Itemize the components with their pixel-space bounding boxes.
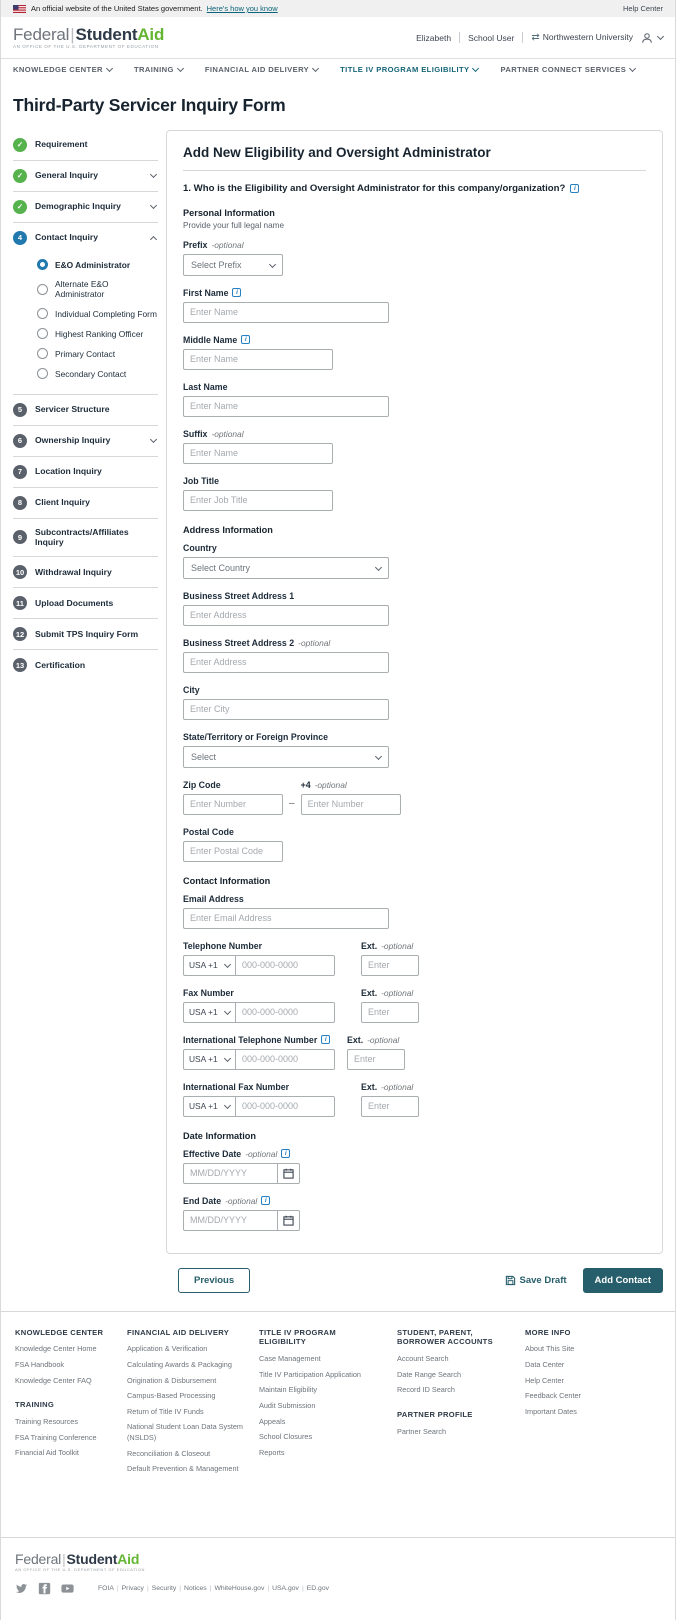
field-telephone: Telephone Number USA +1 000-000-0000: [183, 941, 335, 976]
sidebar-step-contact-inquiry[interactable]: 4 Contact Inquiry: [13, 222, 158, 253]
previous-button[interactable]: Previous: [178, 1268, 250, 1293]
field-intl-telephone-row: [183, 1035, 646, 1070]
phone-country-select[interactable]: USA +1: [183, 1096, 235, 1117]
zip-input[interactable]: [183, 794, 283, 815]
footer-link[interactable]: Feedback Center: [525, 1391, 581, 1401]
footer-nav: [1, 1311, 675, 1515]
nav-training[interactable]: TRAINING: [134, 65, 183, 74]
footer-link[interactable]: Important Dates: [525, 1406, 577, 1416]
chevron-down-icon: [375, 753, 382, 760]
field-fax-row: [183, 988, 646, 1023]
substep-primary-contact[interactable]: Primary Contact: [37, 344, 158, 364]
field-zip4: +4 -optional Enter Number: [301, 780, 401, 815]
footer-link[interactable]: Maintain Eligibility: [259, 1385, 317, 1395]
nav-knowledge-center[interactable]: KNOWLEDGE CENTER: [13, 65, 112, 74]
info-icon[interactable]: i: [570, 184, 579, 193]
add-contact-button[interactable]: Add Contact: [583, 1268, 663, 1293]
footer-link[interactable]: About This Site: [525, 1344, 575, 1354]
field-intl-fax-row: [183, 1082, 646, 1117]
footer-link[interactable]: Account Search: [397, 1354, 449, 1364]
form-question: 1. Who is the Eligibility and Oversight Administrator for this company/organization? i: [183, 183, 646, 194]
step-number-badge: 4: [13, 231, 27, 245]
chevron-down-icon: [150, 436, 157, 443]
chevron-down-icon: [150, 171, 157, 178]
substep-eo-administrator[interactable]: E&O Administrator: [37, 255, 158, 275]
sidebar-step-requirement[interactable]: ✓ Requirement: [13, 130, 158, 160]
nav-partner-connect-services[interactable]: PARTNER CONNECT SERVICES: [500, 65, 635, 74]
address1-input[interactable]: [183, 605, 389, 626]
footer-link[interactable]: Appeals: [259, 1416, 286, 1426]
chevron-down-icon: [472, 65, 479, 72]
last-name-input[interactable]: [183, 396, 389, 417]
step-sidebar: [13, 130, 166, 681]
radio-icon: [37, 328, 48, 339]
field-middle-name: Middle Name i Enter Name: [183, 335, 646, 370]
user-role[interactable]: School User: [468, 32, 515, 43]
phone-country-select[interactable]: USA +1: [183, 955, 235, 976]
field-city: City Enter City: [183, 685, 646, 720]
footer-link[interactable]: Financial Aid Toolkit: [15, 1448, 79, 1458]
phone-country-select[interactable]: USA +1: [183, 1002, 235, 1023]
form-actions: [166, 1254, 675, 1311]
fax-ext-input[interactable]: [361, 1002, 419, 1023]
zip4-input[interactable]: [301, 794, 401, 815]
gov-banner: [1, 0, 675, 17]
sidebar-step-ownership-inquiry[interactable]: 6 Ownership Inquiry: [13, 425, 158, 456]
first-name-input[interactable]: [183, 302, 389, 323]
info-icon[interactable]: i: [241, 335, 250, 344]
user-name[interactable]: Elizabeth: [416, 32, 452, 43]
footer-link[interactable]: Case Management: [259, 1354, 321, 1364]
field-job-title: Job Title Enter Job Title: [183, 476, 646, 511]
footer-link[interactable]: Date Range Search: [397, 1369, 462, 1379]
chevron-down-icon: [224, 961, 231, 968]
section-personal-information: Personal Information: [183, 207, 275, 218]
section-address-information: Address Information: [183, 524, 273, 535]
footer-link[interactable]: National Student Loan Data System (NSLDS): [127, 1422, 244, 1442]
footer-link[interactable]: Application & Verification: [127, 1344, 208, 1354]
sidebar-step-upload-documents[interactable]: 11 Upload Documents: [13, 587, 158, 618]
section-contact-information: Contact Information: [183, 875, 271, 886]
sidebar-step-demographic-inquiry[interactable]: ✓ Demographic Inquiry: [13, 191, 158, 222]
effective-date-input[interactable]: [183, 1163, 278, 1184]
step-number-badge: 5: [13, 403, 27, 417]
sidebar-step-certification[interactable]: 13 Certification: [13, 649, 158, 680]
section-date-information: Date Information: [183, 1130, 256, 1141]
calendar-icon[interactable]: [278, 1210, 300, 1231]
sidebar-step-withdrawal-inquiry[interactable]: 10 Withdrawal Inquiry: [13, 556, 158, 587]
chevron-down-icon: [312, 65, 319, 72]
intl-fax-input[interactable]: [235, 1096, 335, 1117]
step-number-badge: 12: [13, 627, 27, 641]
state-select[interactable]: Select: [183, 746, 389, 768]
chevron-down-icon: [657, 33, 664, 40]
footer-link[interactable]: Campus-Based Processing: [127, 1391, 216, 1401]
footer-link[interactable]: Record ID Search: [397, 1385, 455, 1395]
step-number-badge: 11: [13, 596, 27, 610]
middle-name-input[interactable]: [183, 349, 333, 370]
field-first-name: First Name i Enter Name: [183, 288, 646, 323]
check-icon: ✓: [13, 169, 27, 183]
footer-legal-link[interactable]: ED.gov: [306, 1584, 329, 1592]
radio-selected-icon: [37, 259, 48, 270]
account-menu-button[interactable]: [641, 32, 663, 44]
footer-link[interactable]: Title IV Participation Application: [259, 1369, 361, 1379]
fsa-logo[interactable]: Federal|StudentAid AN OFFICE OF THE U.S. DEPARTMENT OF EDUCATION: [13, 25, 165, 49]
site-header: [1, 17, 675, 58]
sidebar-step-client-inquiry[interactable]: 8 Client Inquiry: [13, 487, 158, 518]
step-number-badge: 10: [13, 565, 27, 579]
intl-telephone-input[interactable]: [235, 1049, 335, 1070]
end-date-input[interactable]: [183, 1210, 278, 1231]
step-number-badge: 13: [13, 658, 27, 672]
field-telephone-ext: Ext. -optional Enter: [361, 941, 419, 976]
save-icon: [505, 1275, 516, 1286]
footer-link[interactable]: Training Resources: [15, 1417, 78, 1427]
sidebar-step-location-inquiry[interactable]: 7 Location Inquiry: [13, 456, 158, 487]
chevron-up-icon: [150, 236, 157, 243]
info-icon[interactable]: i: [321, 1035, 330, 1044]
footer-group-financial-aid-delivery: FINANCIAL AID DELIVERY Application & Verification Calculating Awards & Packaging Origination & Disbursement Campus-Based Processing Return of Title IV Funds National Student Loan Data System (NSLDS) Reconciliation & Closeout Default Prevention & Management: [127, 1327, 244, 1474]
step-number-badge: 7: [13, 465, 27, 479]
intl-telephone-ext-input[interactable]: [347, 1049, 405, 1070]
main-nav: [1, 58, 675, 81]
footer-link[interactable]: Audit Submission: [259, 1401, 316, 1411]
suffix-input[interactable]: [183, 443, 333, 464]
field-telephone-row: [183, 941, 646, 976]
footer-group-student-parent-borrower: STUDENT, PARENT, BORROWER ACCOUNTS Account Search Date Range Search Record ID Search: [397, 1328, 509, 1396]
postal-code-input[interactable]: [183, 841, 283, 862]
footer-bottom-bar: [1, 1537, 675, 1611]
field-effective-date: Effective Date -optional i MM/DD/YYYY: [183, 1149, 646, 1184]
header-user-area: [416, 32, 663, 44]
footer-link[interactable]: Data Center: [525, 1360, 565, 1370]
step-number-badge: 6: [13, 434, 27, 448]
footer-link[interactable]: Origination & Disbursement: [127, 1375, 217, 1385]
field-state: State/Territory or Foreign Province Select: [183, 732, 646, 768]
intl-fax-ext-input[interactable]: [361, 1096, 419, 1117]
footer-link[interactable]: Help Center: [525, 1375, 564, 1385]
footer-link[interactable]: Knowledge Center Home: [15, 1344, 97, 1354]
footer-link[interactable]: FSA Training Conference: [15, 1432, 97, 1442]
sidebar-step-submit-tps-inquiry-form[interactable]: 12 Submit TPS Inquiry Form: [13, 618, 158, 649]
step-number-badge: 9: [13, 530, 27, 544]
form-title: Add New Eligibility and Oversight Administrator: [183, 145, 646, 171]
contact-inquiry-substeps: [13, 253, 158, 394]
youtube-icon[interactable]: [61, 1582, 74, 1595]
fax-input[interactable]: [235, 1002, 335, 1023]
chevron-down-icon: [269, 261, 276, 268]
footer-legal-link[interactable]: Notices: [184, 1584, 207, 1592]
logo-tagline: AN OFFICE OF THE U.S. DEPARTMENT OF EDUCATION: [13, 44, 159, 49]
footer-group-training: TRAINING Training Resources FSA Training Conference Financial Aid Toolkit: [15, 1400, 111, 1459]
footer-link[interactable]: Knowledge Center FAQ: [15, 1375, 92, 1385]
chevron-down-icon: [150, 202, 157, 209]
radio-icon: [37, 368, 48, 379]
radio-icon: [37, 348, 48, 359]
email-input[interactable]: [183, 908, 389, 929]
field-prefix: Prefix -optional Select Prefix: [183, 240, 646, 276]
help-center-link[interactable]: Help Center: [622, 4, 663, 13]
chevron-down-icon: [629, 65, 636, 72]
city-input[interactable]: [183, 699, 389, 720]
substep-highest-ranking-officer[interactable]: Highest Ranking Officer: [37, 324, 158, 344]
footer-legal-link[interactable]: WhiteHouse.gov: [214, 1584, 265, 1592]
check-icon: ✓: [13, 200, 27, 214]
footer-group-knowledge-center: KNOWLEDGE CENTER Knowledge Center Home FSA Handbook Knowledge Center FAQ: [15, 1328, 111, 1387]
footer-group-title-iv: TITLE IV PROGRAM ELIGIBILITY Case Management Title IV Participation Application Maintain Eligibility Audit Submission Appeals School Closures Reports: [259, 1328, 381, 1459]
chevron-down-icon: [224, 1102, 231, 1109]
swap-arrows-icon: ⇄: [531, 32, 540, 44]
person-icon: [641, 32, 653, 44]
phone-country-select[interactable]: USA +1: [183, 1049, 235, 1070]
zip-dash: –: [289, 797, 295, 809]
twitter-icon[interactable]: [15, 1582, 28, 1595]
footer-link[interactable]: Default Prevention & Management: [127, 1464, 239, 1474]
chevron-down-icon: [224, 1055, 231, 1062]
facebook-icon[interactable]: [38, 1582, 51, 1595]
field-suffix: Suffix -optional Enter Name: [183, 429, 646, 464]
footer-link[interactable]: Partner Search: [397, 1426, 447, 1436]
footer-legal-links: FOIA | Privacy | Security | Notices | WhiteHouse.gov | USA.gov | ED.gov: [98, 1584, 329, 1592]
country-select[interactable]: Select Country: [183, 557, 389, 579]
field-fax: Fax Number USA +1 000-000-0000: [183, 988, 335, 1023]
field-postal-code: Postal Code Enter Postal Code: [183, 827, 646, 862]
nav-title-iv-program-eligibility[interactable]: TITLE IV PROGRAM ELIGIBILITY: [340, 65, 478, 74]
chevron-down-icon: [375, 564, 382, 571]
prefix-select[interactable]: Select Prefix: [183, 254, 283, 276]
footer-link[interactable]: Reports: [259, 1447, 285, 1457]
address2-input[interactable]: [183, 652, 389, 673]
footer-group-more-info: MORE INFO About This Site Data Center Help Center Feedback Center Important Dates: [525, 1328, 615, 1418]
footer-legal-link[interactable]: Security: [151, 1584, 177, 1592]
org-switcher[interactable]: ⇄ Northwestern University: [531, 32, 633, 44]
chevron-down-icon: [106, 65, 113, 72]
footer-legal-link[interactable]: USA.gov: [272, 1584, 299, 1592]
field-end-date: End Date -optional i MM/DD/YYYY: [183, 1196, 646, 1231]
info-icon[interactable]: i: [281, 1149, 290, 1158]
telephone-ext-input[interactable]: [361, 955, 419, 976]
substep-secondary-contact[interactable]: Secondary Contact: [37, 364, 158, 384]
save-draft-button[interactable]: Save Draft: [505, 1275, 567, 1286]
field-last-name: Last Name Enter Name: [183, 382, 646, 417]
step-number-badge: 8: [13, 496, 27, 510]
field-business-street-address-1: Business Street Address 1 Enter Address: [183, 591, 646, 626]
check-icon: ✓: [13, 138, 27, 152]
calendar-icon[interactable]: [278, 1163, 300, 1184]
section-personal-subtext: Provide your full legal name: [183, 220, 285, 230]
fsa-logo-footer[interactable]: Federal|StudentAid AN OFFICE OF THE U.S. DEPARTMENT OF EDUCATION: [15, 1552, 661, 1572]
footer-link[interactable]: Return of Title IV Funds: [127, 1406, 204, 1416]
info-icon[interactable]: i: [261, 1196, 270, 1205]
footer-link[interactable]: Calculating Awards & Packaging: [127, 1360, 232, 1370]
substep-alternate-eo-administrator[interactable]: Alternate E&O Administrator: [37, 275, 158, 304]
telephone-input[interactable]: [235, 955, 335, 976]
radio-icon: [37, 308, 48, 319]
sidebar-step-servicer-structure[interactable]: 5 Servicer Structure: [13, 394, 158, 425]
chevron-down-icon: [177, 65, 184, 72]
footer-link[interactable]: Reconciliation & Closeout: [127, 1448, 211, 1458]
job-title-input[interactable]: [183, 490, 333, 511]
sidebar-step-general-inquiry[interactable]: ✓ General Inquiry: [13, 160, 158, 191]
footer-legal-link[interactable]: FOIA: [98, 1584, 114, 1592]
field-intl-telephone: International Telephone Number i USA +1 000-000-0000: [183, 1035, 335, 1070]
footer-legal-link[interactable]: Privacy: [121, 1584, 144, 1592]
footer-link[interactable]: School Closures: [259, 1432, 313, 1442]
field-intl-fax-ext: Ext. -optional Enter: [361, 1082, 419, 1117]
us-flag-icon: [13, 5, 26, 13]
field-zip-row: [183, 780, 646, 815]
substep-individual-completing-form[interactable]: Individual Completing Form: [37, 304, 158, 324]
chevron-down-icon: [224, 1008, 231, 1015]
field-business-street-address-2: Business Street Address 2 -optional Enter Address: [183, 638, 646, 673]
field-country: Country Select Country: [183, 543, 646, 579]
footer-link[interactable]: FSA Handbook: [15, 1360, 65, 1370]
sidebar-step-subcontracts-affiliates-inquiry[interactable]: 9 Subcontracts/Affiliates Inquiry: [13, 518, 158, 556]
radio-icon: [37, 284, 48, 295]
field-fax-ext: Ext. -optional Enter: [361, 988, 419, 1023]
page-title: Third-Party Servicer Inquiry Form: [13, 94, 286, 115]
info-icon[interactable]: i: [232, 288, 241, 297]
banner-text: An official website of the United States government.: [31, 4, 203, 13]
footer-group-partner-profile: PARTNER PROFILE Partner Search: [397, 1410, 509, 1437]
field-intl-telephone-ext: Ext. -optional Enter: [347, 1035, 405, 1070]
logo-tagline: AN OFFICE OF THE U.S. DEPARTMENT OF EDUCATION: [15, 1566, 145, 1572]
nav-financial-aid-delivery[interactable]: FINANCIAL AID DELIVERY: [205, 65, 318, 74]
form-card: [166, 130, 663, 1254]
field-zip: Zip Code Enter Number: [183, 780, 283, 815]
banner-how-link[interactable]: Here's how you know: [206, 4, 278, 13]
field-intl-fax: International Fax Number USA +1 000-000-0000: [183, 1082, 335, 1117]
field-email: Email Address Enter Email Address: [183, 894, 646, 929]
